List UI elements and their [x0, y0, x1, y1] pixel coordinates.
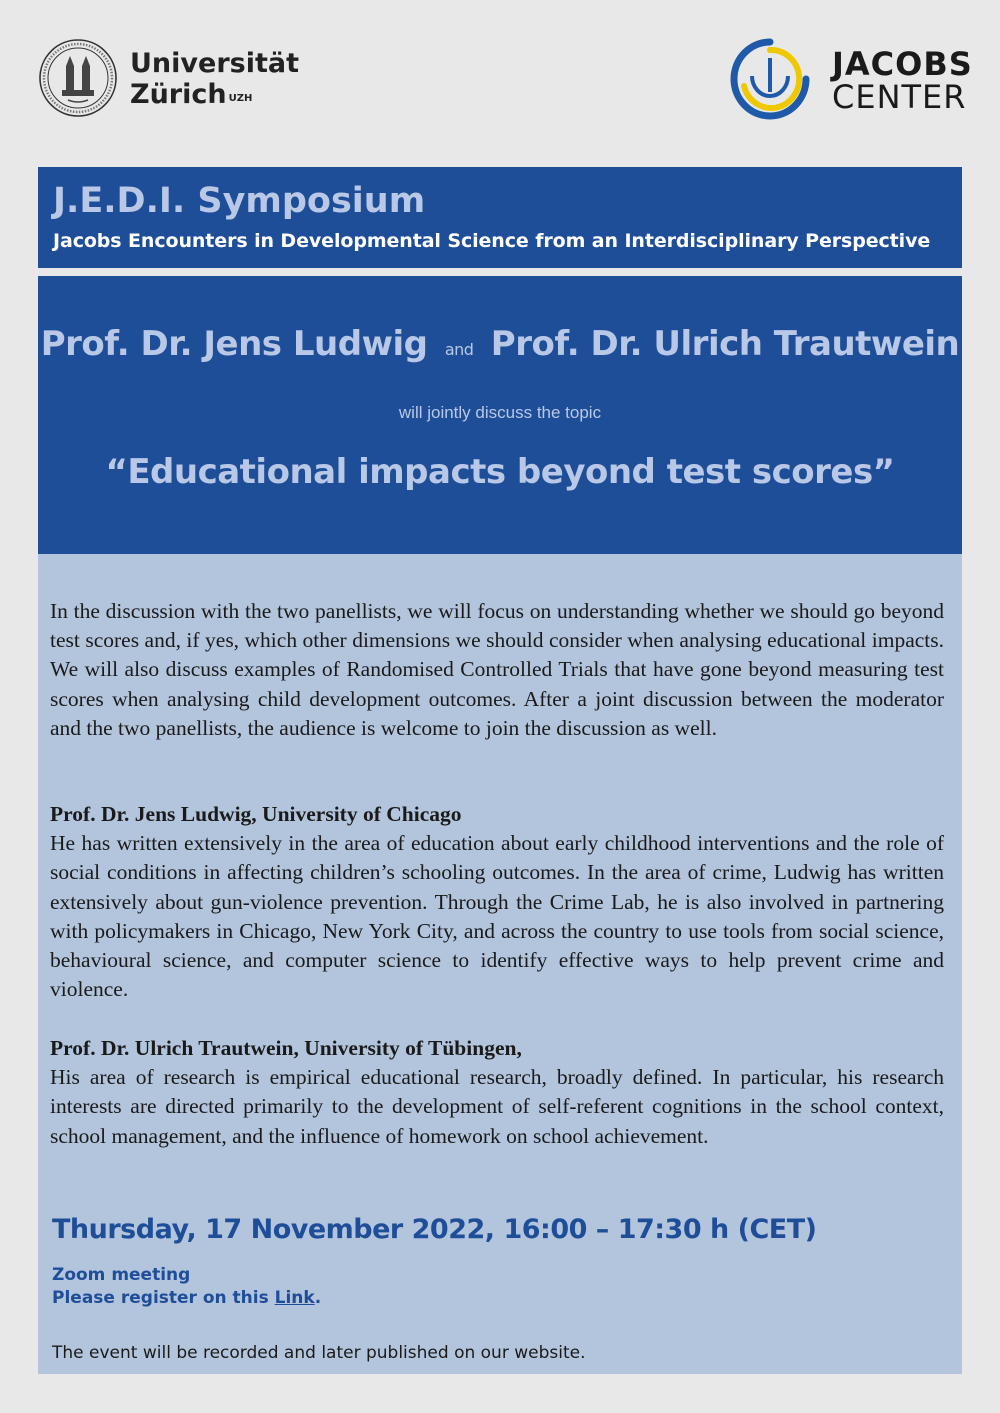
uzh-line1: Universität: [130, 48, 299, 79]
uzh-wordmark: [130, 48, 299, 110]
jacobs-center-logo: [730, 36, 973, 126]
topic-title: “Educational impacts beyond test scores”: [105, 452, 895, 492]
register-link[interactable]: Link: [274, 1288, 315, 1308]
jacobs-line1: JACOBS: [832, 45, 973, 83]
uzh-logo: [38, 38, 298, 120]
bio-trautwein: [50, 1034, 944, 1151]
uzh-seal-icon: [38, 38, 118, 118]
meeting-info: [52, 1264, 321, 1310]
jacobs-center-wordmark: [832, 45, 973, 116]
intro-paragraph: In the discussion with the two panellists, we will focus on understanding whether we should go beyond test scores and, if yes, which other dimensions we should consider when analysing educational impacts. We will also discuss examples of Randomised Controlled Trials that have gone beyond measuring test scores when analysing child development outcomes. After a joint discussion between the moderator and the two panellists, the audience is welcome to join the discussion as well.: [50, 599, 944, 740]
register-prefix: Please register on this: [52, 1288, 275, 1308]
speaker-2: Prof. Dr. Ulrich Trautwein: [490, 324, 960, 364]
topic-intro: will jointly discuss the topic: [398, 403, 602, 422]
speaker-conjunction: and: [444, 340, 474, 359]
event-details: [38, 554, 962, 1374]
bio-ludwig: [50, 800, 944, 1004]
register-suffix: .: [314, 1288, 322, 1308]
recording-note: The event will be recorded and later published on our website.: [52, 1343, 586, 1363]
bio-trautwein-name: Prof. Dr. Ulrich Trautwein, University of Tübingen,: [50, 1036, 522, 1060]
speaker-names: [38, 324, 962, 364]
jacobs-line2: CENTER: [832, 78, 967, 116]
bio-ludwig-name: Prof. Dr. Jens Ludwig, University of Chicago: [50, 802, 462, 826]
speaker-panel: [38, 276, 962, 554]
uzh-line2: Zürich: [130, 79, 227, 110]
jacobs-center-mark-icon: [730, 36, 810, 122]
uzh-sup: UZH: [228, 93, 253, 104]
symposium-title: J.E.D.I. Symposium: [53, 181, 426, 221]
symposium-header: [38, 167, 962, 268]
speaker-1: Prof. Dr. Jens Ludwig: [40, 324, 428, 364]
bio-trautwein-text: His area of research is empirical educational research, broadly defined. In particular, his research interests are directed primarily to the development of self-referent cognitions in the school context, school management, and the influence of homework on school achievement.: [50, 1065, 944, 1148]
meeting-format: Zoom meeting: [52, 1265, 191, 1285]
event-datetime: Thursday, 17 November 2022, 16:00 – 17:30 h (CET): [52, 1214, 817, 1245]
symposium-subtitle: Jacobs Encounters in Developmental Science from an Interdisciplinary Perspective: [53, 230, 931, 252]
bio-ludwig-text: He has written extensively in the area of education about early childhood interventions and the role of social conditions in affecting children’s schooling outcomes. In the area of crime, Ludwig has written extensively about gun-violence prevention. Through the Crime Lab, he is also involved in partnering with policymakers in Chicago, New York City, and across the country to use tools from social science, behavioural science, and computer science to identify effective ways to help prevent crime and violence.: [50, 831, 944, 1002]
